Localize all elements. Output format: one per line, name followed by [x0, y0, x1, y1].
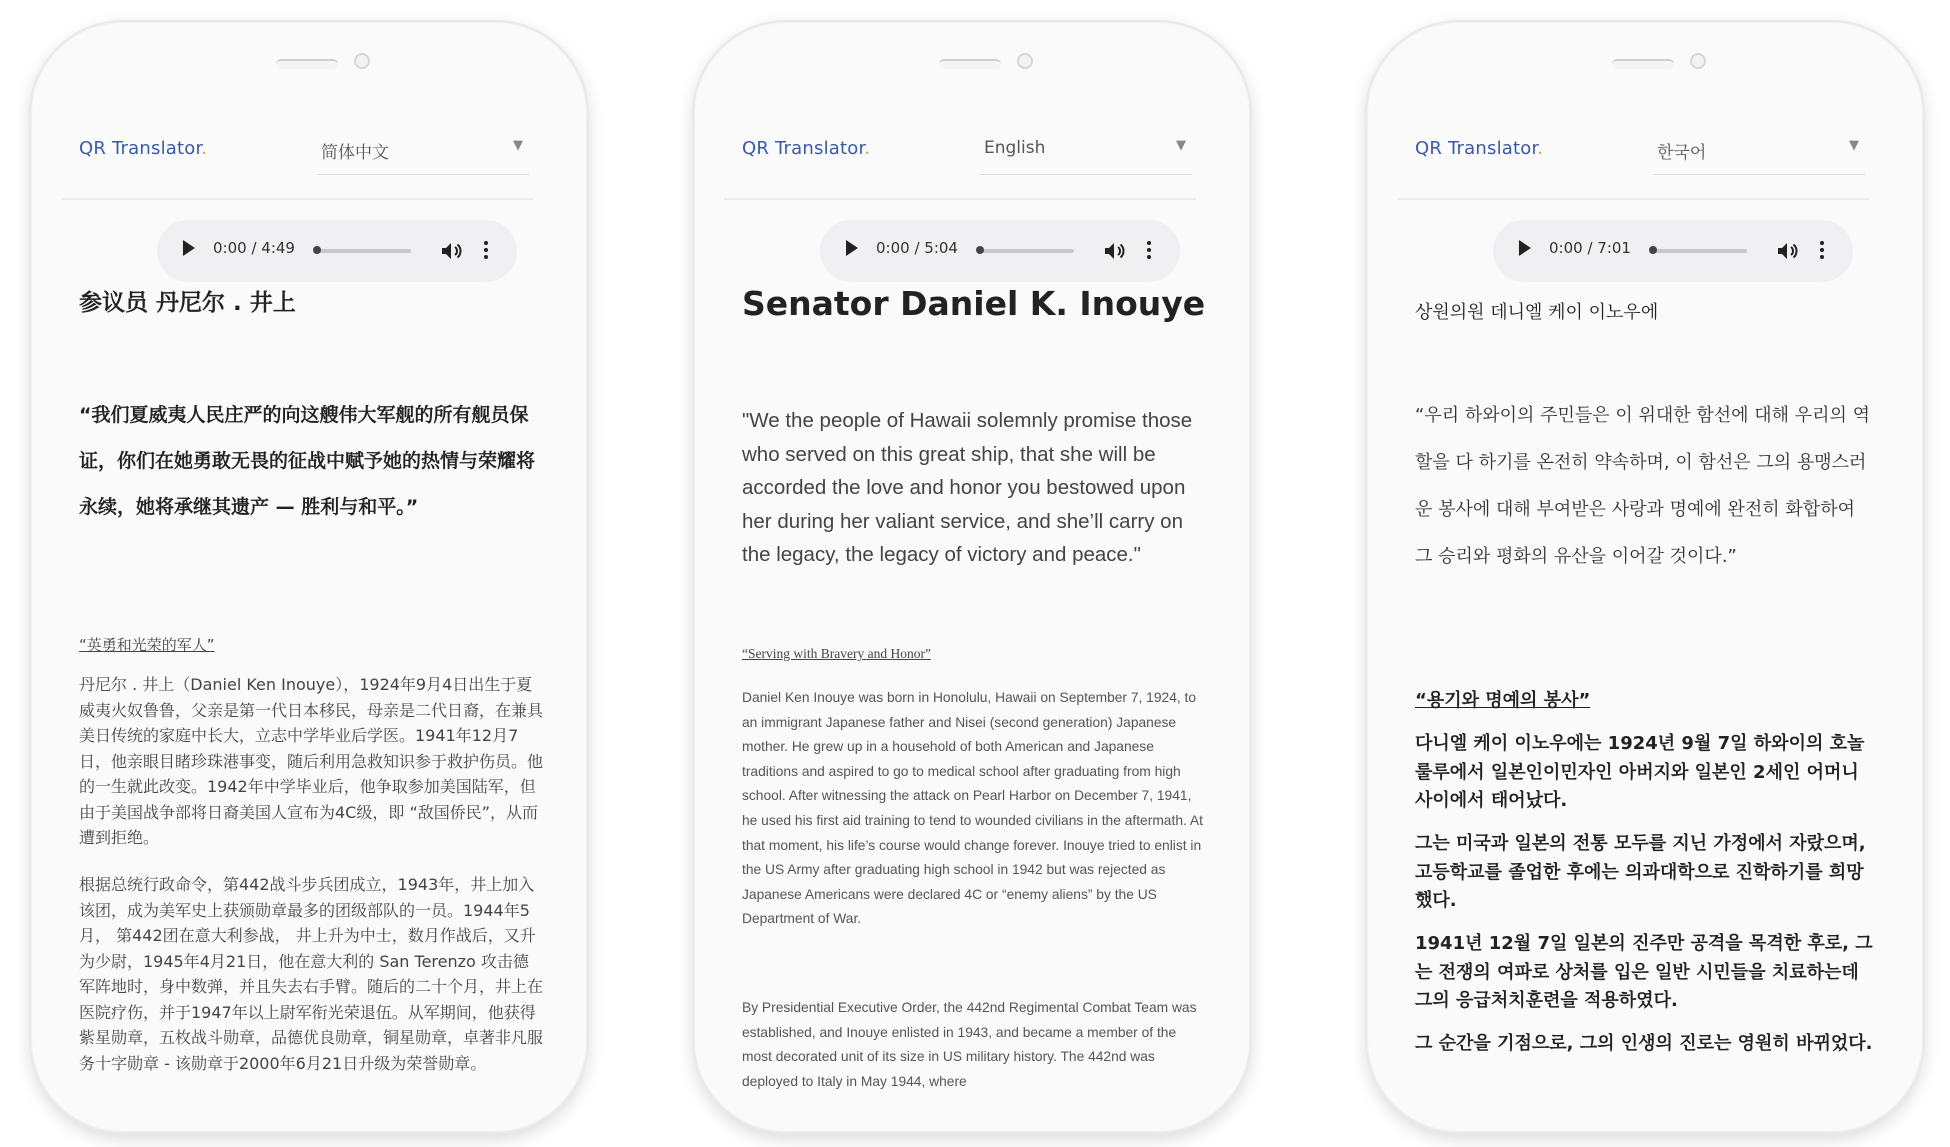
- language-select-value: 한국어: [1657, 143, 1707, 163]
- phone-screen: [724, 90, 1224, 1120]
- brand-logo: QR Translator.: [79, 138, 208, 159]
- phone-mockup-chinese: [31, 22, 587, 1132]
- dropdown-arrow-icon: ▼: [1849, 138, 1859, 153]
- volume-icon[interactable]: [1102, 239, 1126, 263]
- more-options-icon[interactable]: [483, 238, 489, 264]
- app-header: [61, 90, 533, 200]
- quote-text: “우리 하와이의 주민들은 이 위대한 함선에 대해 우리의 역할을 다 하기를 온전히 약속하며, 이 함선은 그의 용맹스러운 봉사에 대해 부여받은 사랑과 명예에 완전히 화합하여 그 승리와 평화의 유산을 이어갈 것이다.”: [1415, 405, 1871, 567]
- more-options-icon[interactable]: [1819, 238, 1825, 264]
- body-paragraph: 根据总统行政命令，第442战斗步兵团成立，1943年，井上加入该团，成为美军史上获颁勋章最多的团级部队的一员。1944年5月， 第442团在意大利参战， 井上升为中士，数月作战后，又升为少尉，1945年4月21日，他在意大利的 San Terenzo 攻击德军阵地时，身中数弹，并且失去右手臂。随后的二十个月，井上在医院疗伤，并于1947年以上尉军衔光荣退伍。从军期间，他获得紫星勋章，五枚战斗勋章，品德优良勋章，铜星勋章，卓著非凡服务十字勋章 - 该勋章于2000年6月21日升级为荣誉勋章。: [79, 875, 544, 1073]
- audio-progress-knob[interactable]: [1649, 246, 1657, 254]
- volume-icon[interactable]: [439, 239, 463, 263]
- page-title: 参议员 丹尼尔 . 井上: [79, 290, 296, 316]
- dropdown-arrow-icon: ▼: [513, 138, 523, 153]
- language-select[interactable]: [317, 126, 529, 175]
- quote-text: "We the people of Hawaii solemnly promise those who served on this great ship, that she will be accorded the love and honor you bestowed upon her during her valiant service, and she’ll carry on the legacy, the legacy of victory and peace.": [742, 409, 1193, 567]
- body-paragraph: 丹尼尔 . 井上（Daniel Ken Inouye），1924年9月4日出生于夏威夷火奴鲁鲁，父亲是第一代日本移民，母亲是二代日裔，在兼具美日传统的家庭中长大，立志中学毕业后学医。1941年12月7日，他亲眼目睹珍珠港事变，随后利用急救知识参于救护伤员。他的一生就此改变。1942年中学毕业后，他争取参加美国陆军，但由于美国战争部将日裔美国人宣布为4C级，即 “敌国侨民”，从而遭到拒绝。: [79, 675, 544, 847]
- dropdown-arrow-icon: ▼: [1176, 138, 1186, 153]
- audio-progress-track[interactable]: [1651, 249, 1747, 253]
- play-icon[interactable]: [846, 240, 858, 256]
- audio-progress-knob[interactable]: [313, 246, 321, 254]
- play-icon[interactable]: [183, 240, 195, 256]
- phone-mockup-korean: [1367, 22, 1923, 1132]
- audio-player: [1493, 220, 1853, 282]
- body-paragraph: 1941년 12월 7일 일본의 진주만 공격을 목격한 후로, 그는 전쟁의 여파로 상처를 입은 일반 시민들을 치료하는데 그의 응급처치훈련을 적용하였다.: [1415, 933, 1873, 1011]
- app-header: [724, 90, 1196, 200]
- language-select[interactable]: [980, 126, 1192, 175]
- volume-icon[interactable]: [1775, 239, 1799, 263]
- speaker-grille: [939, 59, 1001, 69]
- section-heading: “Serving with Bravery and Honor”: [742, 646, 931, 661]
- speaker-grille: [1612, 59, 1674, 69]
- audio-time: 0:00 / 7:01: [1549, 239, 1631, 257]
- body-paragraph: 그 순간을 기점으로, 그의 인생의 진로는 영원히 바뀌었다.: [1415, 1033, 1873, 1054]
- section-heading: “용기와 명예의 봉사”: [1415, 690, 1591, 711]
- front-camera: [1017, 53, 1033, 69]
- speaker-grille: [276, 59, 338, 69]
- body-paragraph: By Presidential Executive Order, the 442nd Regimental Combat Team was established, and Inouye enlisted in 1943, and became a member of the most decorated unit of its size in US military history. The 442nd was deployed to Italy in May 1944, where: [742, 1000, 1197, 1089]
- page-title: Senator Daniel K. Inouye: [742, 284, 1206, 323]
- front-camera: [354, 53, 370, 69]
- body-paragraph: 다니엘 케이 이노우에는 1924년 9월 7일 하와이의 호놀룰루에서 일본인이민자인 아버지와 일본인 2세인 어머니 사이에서 태어났다.: [1415, 733, 1865, 811]
- language-select[interactable]: [1653, 126, 1865, 175]
- audio-progress-track[interactable]: [978, 249, 1074, 253]
- language-select-value: 简体中文: [321, 143, 389, 163]
- brand-logo: QR Translator.: [742, 138, 871, 159]
- audio-time: 0:00 / 5:04: [876, 239, 958, 257]
- page-title: 상원의원 데니엘 케이 이노우에: [1415, 302, 1659, 323]
- audio-player: [820, 220, 1180, 282]
- brand-logo: QR Translator.: [1415, 138, 1544, 159]
- audio-player: [157, 220, 517, 282]
- audio-time: 0:00 / 4:49: [213, 239, 295, 257]
- more-options-icon[interactable]: [1146, 238, 1152, 264]
- language-select-value: English: [984, 138, 1046, 158]
- section-heading: “英勇和光荣的军人”: [79, 636, 215, 654]
- app-header: [1397, 90, 1869, 200]
- body-paragraph: 그는 미국과 일본의 전통 모두를 지닌 가정에서 자랐으며, 고등학교를 졸업한 후에는 의과대학으로 진학하기를 희망했다.: [1415, 833, 1866, 911]
- body-paragraph: Daniel Ken Inouye was born in Honolulu, Hawaii on September 7, 1924, to an immigrant Japanese father and Nisei (second generation) Japanese mother. He grew up in a household of both American and Japanese traditions and aspired to go to medical school after graduating from high school. After witnessing the attack on Pearl Harbor on December 7, 1941, he used his first aid training to tend to wounded civilians in the aftermath. At that moment, his life’s course would change forever. Inouye tried to enlist in the US Army after graduating high school in 1942 but was rejected as Japanese Americans were declared 4C or “enemy aliens” by the US Department of War.: [742, 690, 1203, 927]
- audio-progress-knob[interactable]: [976, 246, 984, 254]
- quote-text: “我们夏威夷人民庄严的向这艘伟大军舰的所有舰员保证，你们在她勇敢无畏的征战中赋予她的热情与荣耀将永续，她将承继其遗产 — 胜利与和平。”: [79, 404, 536, 518]
- phone-mockup-english: [694, 22, 1250, 1132]
- audio-progress-track[interactable]: [315, 249, 411, 253]
- front-camera: [1690, 53, 1706, 69]
- play-icon[interactable]: [1519, 240, 1531, 256]
